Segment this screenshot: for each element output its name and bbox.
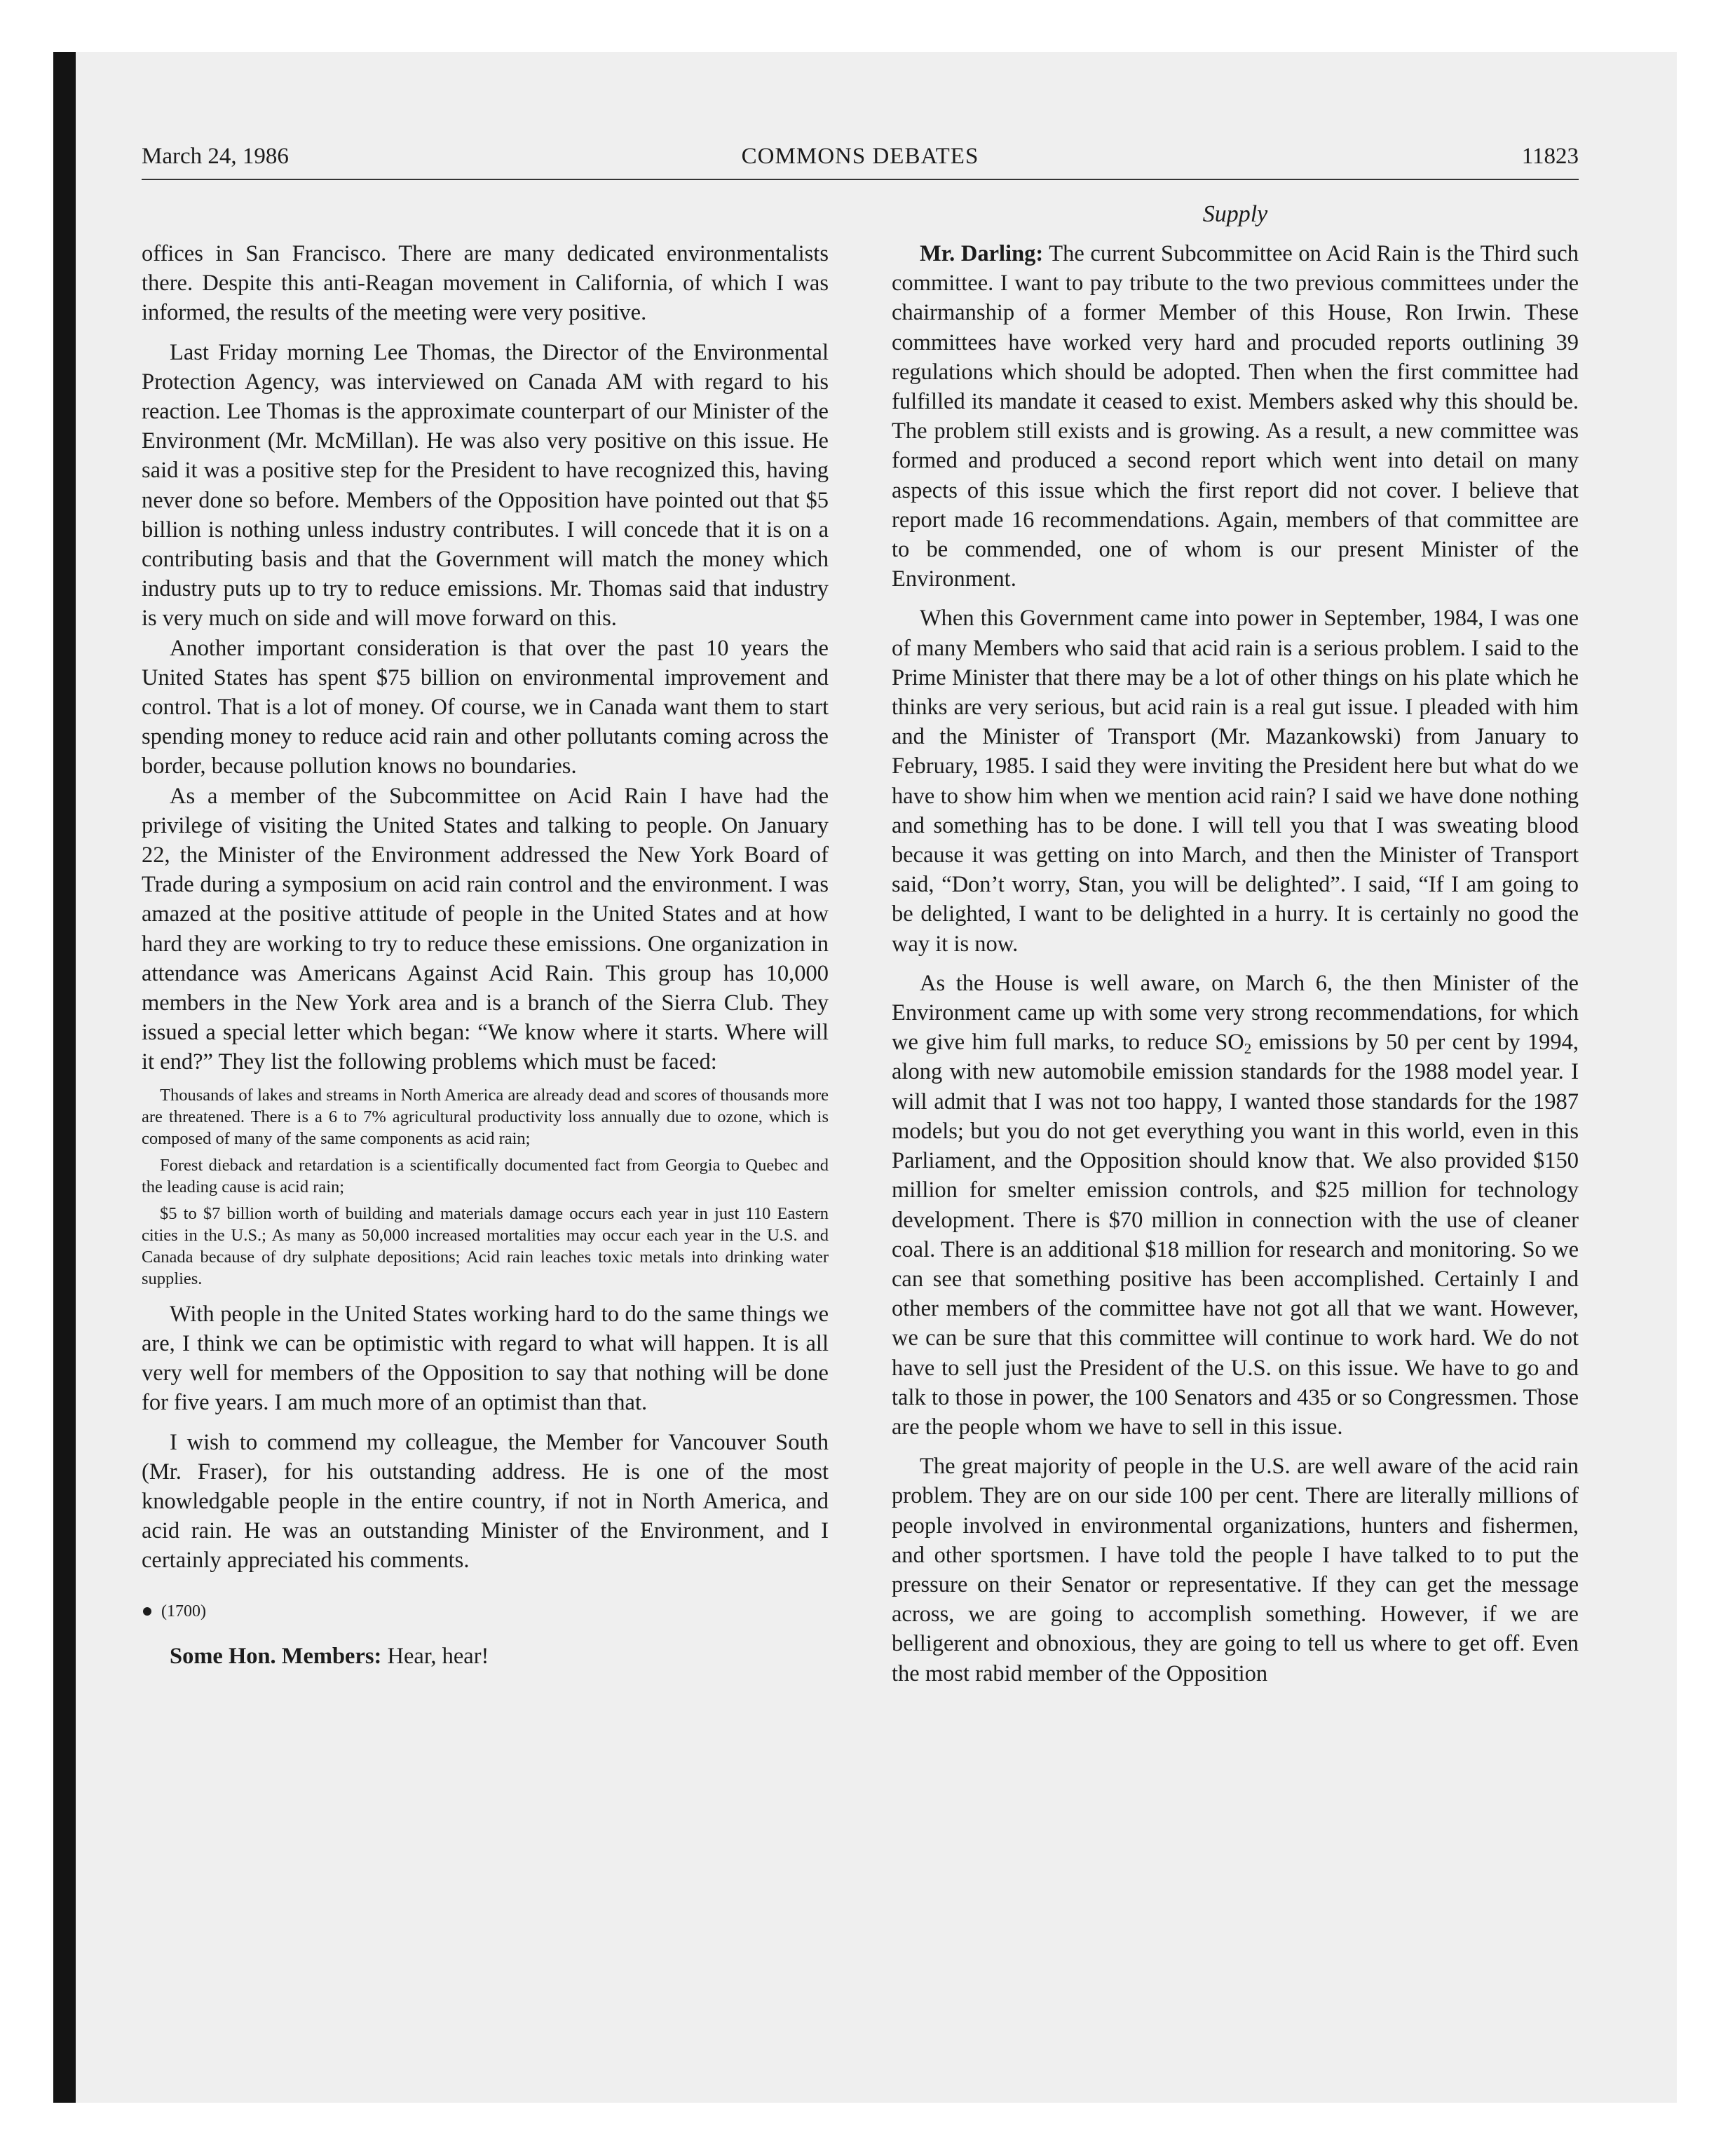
section-title: Supply — [1202, 201, 1268, 227]
subscript: 2 — [1244, 1040, 1252, 1058]
block-quote: Thousands of lakes and streams in North America are already dead and scores of thousands more are threatened. There is a 6 to 7% agricultural productivity loss annually due to ozone, which is composed of many of the same components as acid rain; — [142, 1085, 829, 1148]
paragraph: Another important consideration is that over the past 10 years the United States has spent $75 billion on environmental improvement and control. That is a lot of money. Of course, we in Canada want them to start spending money to reduce acid rain and other pollutants coming across the border, because pollution knows no boundaries. — [142, 635, 829, 779]
block-quote: $5 to $7 billion worth of building and materials damage occurs each year in just 110 Eastern cities in the U.S.; As many as 50,000 increased mortalities may occur each year in the U.S. and Canada because of dry sulphate depositions; Acid rain leaches toxic metals into drinking water supplies. — [142, 1203, 829, 1288]
right-column — [892, 239, 1579, 1688]
speaker-name: Some Hon. Members: — [170, 1643, 382, 1669]
paragraph: Last Friday morning Lee Thomas, the Director of the Environmental Protection Agency, was interviewed on Canada AM with regard to his reaction. Lee Thomas is the approximate counterpart of our Minister of the Environment (Mr. McMillan). He was also very positive on this issue. He said it was a positive step for the President to have recognized this, having never done so before. Members of the Opposition have pointed out that $5 billion is nothing unless industry contributes. I will concede that it is on a contributing basis and that the Government will match the money which industry puts up to try to reduce emissions. Mr. Thomas said that industry is very much on side and will move forward on this. — [142, 339, 829, 632]
document-page — [142, 144, 1579, 1686]
paragraph: offices in San Francisco. There are many dedicated environmentalists there. Despite this anti-Reagan movement in California, of which I was informed, the results of the meeting were very positive. — [142, 241, 829, 326]
paragraph-text: The current Subcommittee on Acid Rain is the Third such committee. I want to pay tribute to the two previous committees under the chairmanship of a former Member of this House, Ron Irwin. These committees have worked very hard and procuded reports outlining 39 regulations which should be adopted. Then when the first committee had fulfilled its mandate it ceased to exist. Members asked why this should be. The problem still exists and is growing. As a result, a new committee was formed and produced a second report which went into detail on many aspects of this issue which the first report did not cover. I believe that report made 16 recommendations. Again, members of that committee are to be commended, one of whom is our present Minister of the Environment. — [892, 241, 1579, 592]
header-page-number: 11823 — [1521, 144, 1579, 169]
speaker-name: Mr. Darling: — [920, 241, 1044, 266]
paragraph — [892, 969, 1579, 1442]
timestamp-text: (1700) — [161, 1602, 206, 1621]
bullet-icon — [143, 1607, 151, 1616]
left-column — [142, 239, 829, 1671]
paragraph: The great majority of people in the U.S. are well aware of the acid rain problem. They are on our side 100 per cent. There are literally millions of people involved in environmental organizations, hunters and fishermen, and other sportsmen. I have told the people I have talked to to put the pressure on their Senator or representative. If they can get the message across, we are going to accomplish something. However, if we are belligerent and obnoxious, they are going to tell us where to get off. Even the most rabid member of the Opposition — [892, 1454, 1579, 1686]
paragraph: As a member of the Subcommittee on Acid Rain I have had the privilege of visiting the United States and talking to people. On January 22, the Minister of the Environment addressed the New York Board of Trade during a symposium on acid rain control and the environment. I was amazed at the positive attitude of people in the United States and at how hard they are working to try to reduce these emissions. One organization in attendance was Americans Against Acid Rain. This group has 10,000 members in the New York area and is a branch of the Sierra Club. They issued a special letter which began: “We know where it starts. Where will it end?” They list the following problems which must be faced: — [142, 783, 829, 1075]
paragraph-text: As the House is well aware, on March 6, the then Minister of the Environment came up with some very strong recommendations, for which we give him full marks, to reduce SO — [892, 970, 1579, 1056]
paragraph — [892, 239, 1579, 594]
interjection — [142, 1642, 829, 1671]
paragraph: With people in the United States working hard to do the same things we are, I think we can be optimistic with regard to what will happen. It is all very well for members of the Opposition to say that nothing will be done for five years. I am much more of an optimist than that. — [142, 1301, 829, 1416]
running-header — [142, 144, 1579, 179]
paragraph-text: emissions by 50 per cent by 1994, along with new automobile emission standards for the 1988 model year. I will admit that I was not too happy, I wanted those standards for the 1987 models; but you do not get everything you want in this world, even in this Parliament, and the Opposition should know that. We also provided $150 million for smelter emission controls, and $25 million for technology development. There is $70 million in connection with the use of cleaner coal. There is an additional $18 million for research and monitoring. So we can see that something positive has been accomplished. Certainly I and other members of the committee have not got all that we want. However, we can be sure that this committee will continue to work hard. We do not have to sell just the President of the U.S. on this issue. We have to go and talk to those in power, the 100 Senators and 435 or so Congressmen. Those are the people whom we have to sell in this issue. — [892, 1030, 1579, 1440]
timestamp — [142, 1597, 829, 1626]
header-title: COMMONS DEBATES — [741, 144, 979, 169]
interjection-text: Hear, hear! — [381, 1643, 489, 1669]
paragraph: When this Government came into power in September, 1984, I was one of many Members who said that acid rain is a serious problem. I said to the Prime Minister that there may be a lot of other things on his plate which he thinks are very serious, but acid rain is a real gut issue. I pleaded with him and the Minister of Transport (Mr. Mazankowski) from January to February, 1985. I said they were inviting the President here but what do we have to show him when we mention acid rain? I said we have done nothing and something has to be done. I will tell you that I was sweating blood because it was getting on into March, and then the Minister of Transport said, “Don’t worry, Stan, you will be delighted”. I said, “If I am going to be delighted, I want to be delighted in a hurry. It is certainly no good the way it is now. — [892, 606, 1579, 957]
header-rule — [142, 179, 1579, 180]
block-quote: Forest dieback and retardation is a scientifically documented fact from Georgia to Quebec and the leading cause is acid rain; — [142, 1155, 829, 1196]
paragraph: I wish to commend my colleague, the Member for Vancouver South (Mr. Fraser), for his outstanding address. He is one of the most knowledgable people in the entire country, if not in North America, and acid rain. He was an outstanding Minister of the Environment, and I certainly appreciated his comments. — [142, 1429, 829, 1574]
header-date: March 24, 1986 — [142, 144, 289, 169]
scan-binding-edge — [53, 52, 76, 2103]
